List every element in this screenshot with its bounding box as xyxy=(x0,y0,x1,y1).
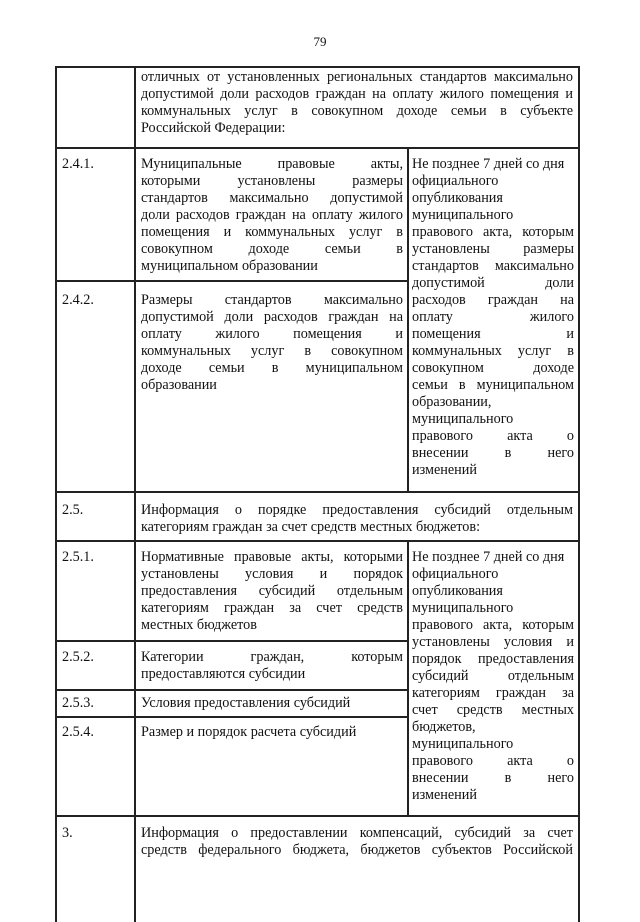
row-number: 2.4.2. xyxy=(62,292,94,308)
row-divider xyxy=(55,280,408,282)
table-row: Условия предоставления субсидий xyxy=(141,695,351,711)
row-number: 2.5.4. xyxy=(62,724,94,740)
row-divider xyxy=(55,689,408,691)
page-number: 79 xyxy=(313,34,327,49)
row-number: 2.5.2. xyxy=(62,649,94,665)
row-divider xyxy=(55,640,408,642)
table-border-left xyxy=(55,66,57,922)
row-number: 2.4.1. xyxy=(62,156,94,172)
deadline-cell: Не позднее 7 дней со дня официального опубликования муниципального правового акта, которым установлены размеры стандартов максимально допустимой доли расходов граждан на оплату жилого помещения и коммунальных услуг в совокупном доходе семьи в муниципальном образовании, муниципального правового акта о внесении в него изменений xyxy=(412,156,574,478)
column-divider-deadline xyxy=(407,541,409,816)
column-divider-number xyxy=(134,66,136,922)
table-row: отличных от установленных региональных стандартов максимально допустимой доли расходов граждан на оплату жилого помещения и коммунальных услуг в совокупном доходе семьи в субъекте Российской Федерации: xyxy=(141,69,573,136)
row-number: 2.5.3. xyxy=(62,695,94,711)
table-border-right xyxy=(578,66,580,922)
table-row: Информация о порядке предоставления субсидий отдельным категориям граждан за счет средств местных бюджетов: xyxy=(141,502,573,535)
table-row: Нормативные правовые акты, которыми установлены условия и порядок предоставления субсидий отдельным категориям граждан за счет средств местных бюджетов xyxy=(141,549,403,633)
table-row: Размер и порядок расчета субсидий xyxy=(141,724,357,740)
row-divider xyxy=(55,491,580,493)
table-row: Информация о предоставлении компенсаций, субсидий за счет средств федерального бюджета, бюджетов субъектов Российской xyxy=(141,825,573,858)
row-divider xyxy=(55,147,580,149)
column-divider-deadline xyxy=(407,148,409,491)
row-divider xyxy=(55,716,408,718)
table-row: Муниципальные правовые акты, которыми установлены размеры стандартов максимально допустимой доли расходов граждан на оплату жилого помещения и коммунальных услуг в совокупном доходе семьи в муниципальном образовании xyxy=(141,156,403,274)
row-number: 3. xyxy=(62,825,73,841)
row-divider xyxy=(55,815,580,817)
row-divider xyxy=(55,540,580,542)
table-row: Размеры стандартов максимально допустимой доли расходов граждан на оплату жилого помещения и коммунальных услуг в совокупном доходе семьи в муниципальном образовании xyxy=(141,292,403,393)
row-number: 2.5.1. xyxy=(62,549,94,565)
table-border-top xyxy=(55,66,580,68)
table-row: Категории граждан, которым предоставляются субсидии xyxy=(141,649,403,682)
deadline-cell: Не позднее 7 дней со дня официального опубликования муниципального правового акта, которым установлены условия и порядок предоставления субсидий отдельным категориям граждан за счет средств местных бюджетов, муниципального правового акта о внесении в него изменений xyxy=(412,549,574,803)
row-number: 2.5. xyxy=(62,502,84,518)
